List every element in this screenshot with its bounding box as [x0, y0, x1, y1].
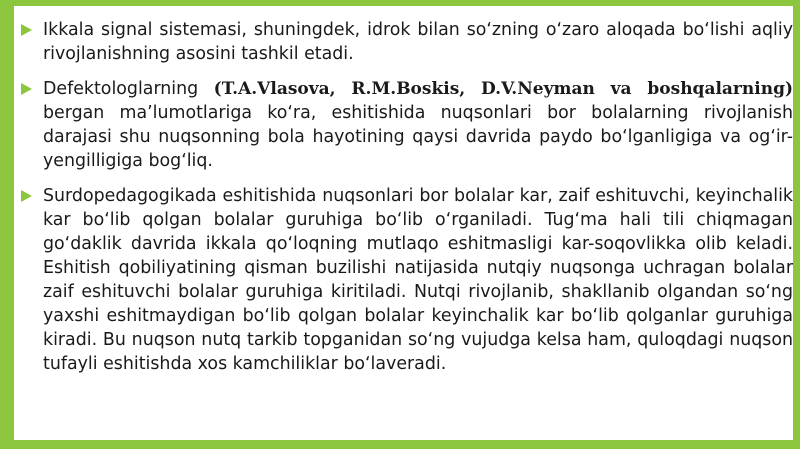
paragraph-2-text-end: bergan ma’lumotlariga ko‘ra, eshitishida nuqsonlari bor bolalarning rivojlanish darajasi shu nuqsonning bola hayotining qaysi davrida paydo bo‘lganligiga va og‘ir-yengilligiga bog‘liq. [43, 103, 793, 171]
triangle-bullet-icon [21, 24, 32, 36]
paragraph-2-bold-authors: (T.A.Vlasova, R.M.Boskis, D.V.Neyman va boshqalarning) [213, 79, 793, 99]
paragraph-3 [14, 184, 793, 376]
triangle-bullet-icon [21, 190, 32, 202]
slide-content [14, 18, 793, 387]
triangle-bullet-icon [21, 83, 32, 95]
slide [14, 6, 793, 440]
paragraph-3-text: Surdopedagogikada eshitishida nuqsonlari bor bolalar kar, zaif eshituvchi, keyinchalik kar bo‘lib qolgan bolalar guruhiga bo‘lib o‘rganiladi. Tug‘ma hali tili chiqmagan go‘daklik davrida ikkala qo‘loqning mutlaqo eshitmasligi kar-soqovlikka olib keladi. Eshitish qobiliyatining qisman buzilishi natijasida nutqiy nuqsonga uchragan bolalar zaif eshituvchi bolalar guruhiga kiritiladi. Nutqi rivojlanib, shakllanib olgandan so‘ng yaxshi eshitmaydigan bo‘lib qolgan bolalar keyinchalik kar bo‘lib qolganlar guruhiga kiradi. Bu nuqson nutq tarkib topganidan so‘ng vujudga kelsa ham, quloqdagi nuqson tufayli eshitishda xos kamchiliklar bo‘laveradi. [43, 186, 793, 374]
paragraph-1 [14, 18, 793, 66]
paragraph-2 [14, 77, 793, 173]
paragraph-2-text-start: Defektologlarning [43, 79, 214, 99]
paragraph-1-text: Ikkala signal sistemasi, shuningdek, idrok bilan so‘zning o‘zaro aloqada bo‘lishi aqliy rivojlanishning asosini tashkil etadi. [43, 20, 793, 64]
